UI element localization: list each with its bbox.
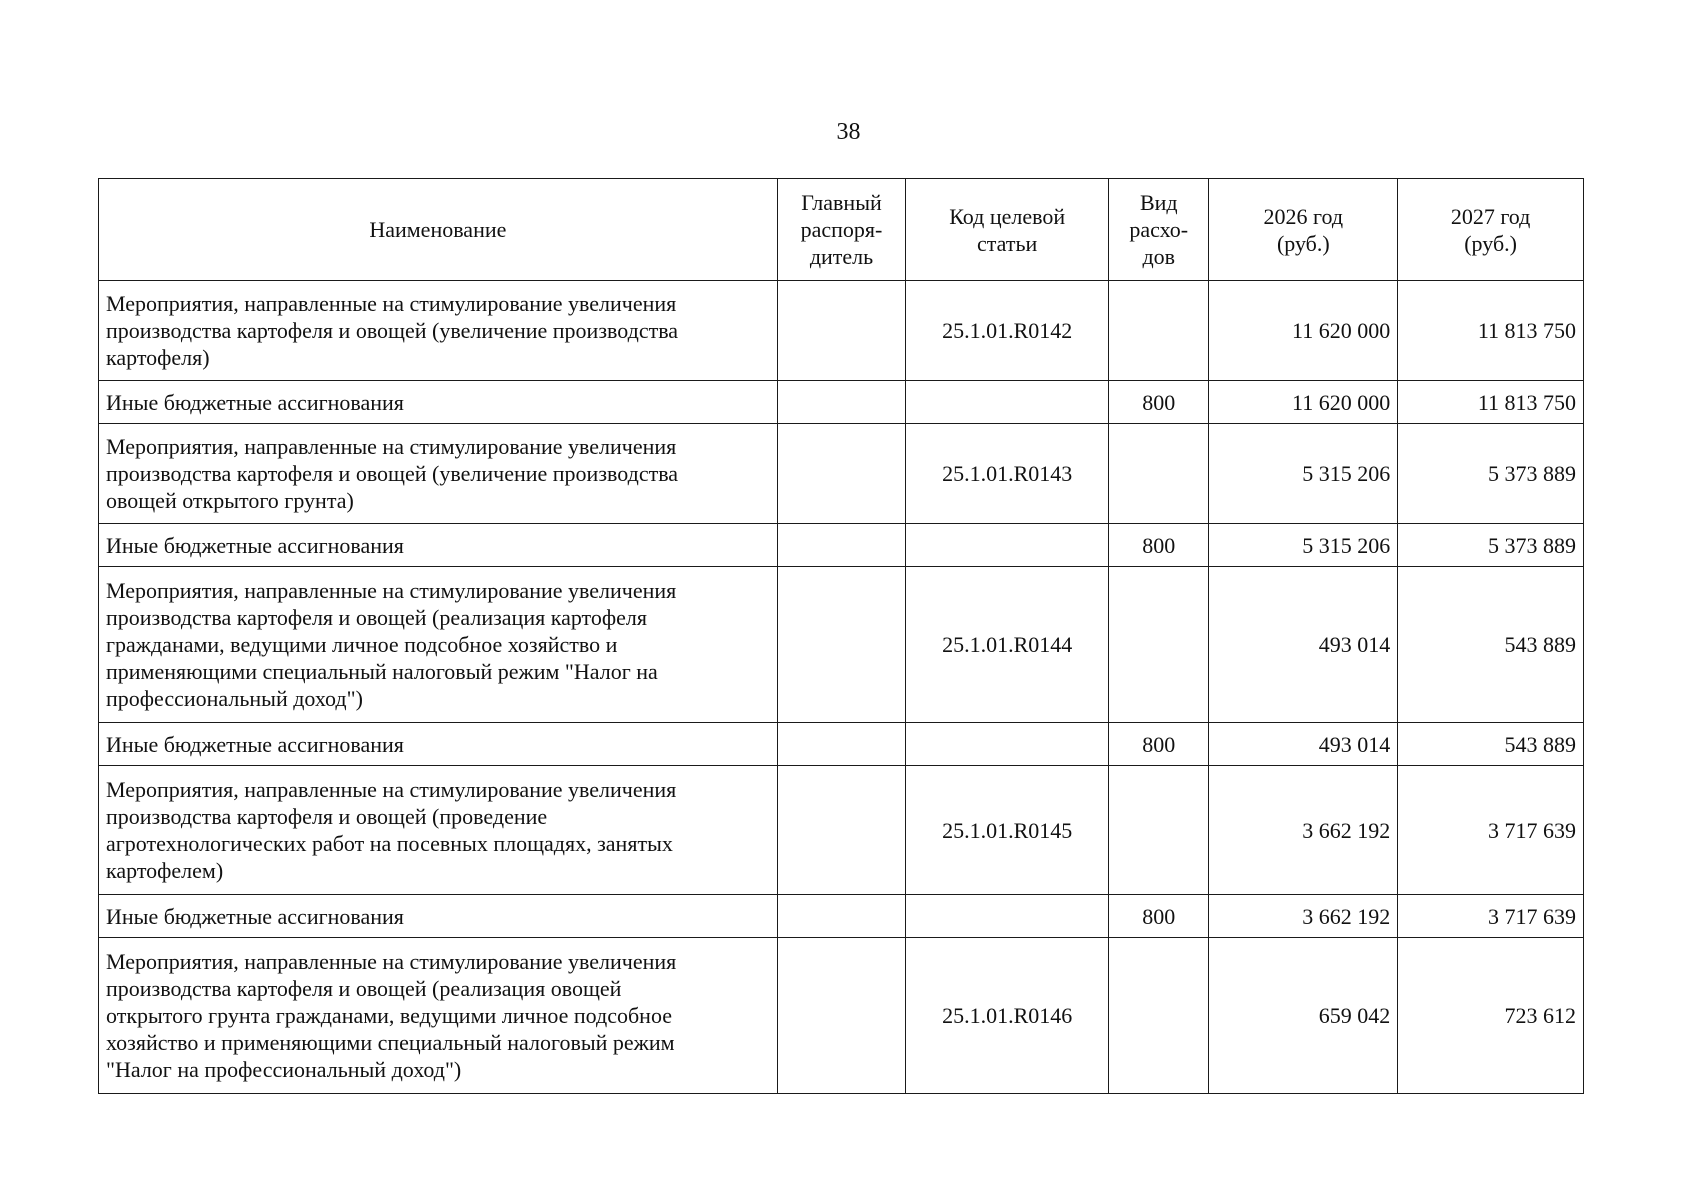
table-row	[99, 567, 1584, 723]
table-row	[99, 938, 1584, 1094]
table-row	[99, 766, 1584, 895]
cell-2026: 5 315 206	[1209, 424, 1398, 524]
table-row	[99, 424, 1584, 524]
cell-2027: 5 373 889	[1398, 524, 1584, 567]
cell-name: Мероприятия, направленные на стимулирование увеличения производства картофеля и овощей (увеличение производства картофеля)	[99, 281, 778, 381]
cell-2027: 723 612	[1398, 938, 1584, 1094]
cell-name: Иные бюджетные ассигнования	[99, 524, 778, 567]
cell-vid: 800	[1109, 381, 1209, 424]
cell-name: Мероприятия, направленные на стимулирование увеличения производства картофеля и овощей (реализация картофеля гражданами, ведущими личное подсобное хозяйство и применяющими специальный налоговый режим "Налог на профессиональный доход")	[99, 567, 778, 723]
cell-code: 25.1.01.R0143	[906, 424, 1109, 524]
cell-glav	[777, 938, 906, 1094]
cell-code: 25.1.01.R0146	[906, 938, 1109, 1094]
cell-vid	[1109, 766, 1209, 895]
table-header-row	[99, 179, 1584, 281]
cell-name: Мероприятия, направленные на стимулирование увеличения производства картофеля и овощей (проведение агротехнологических работ на посевных площадях, занятых картофелем)	[99, 766, 778, 895]
cell-glav	[777, 524, 906, 567]
cell-glav	[777, 424, 906, 524]
table-row	[99, 281, 1584, 381]
cell-name: Иные бюджетные ассигнования	[99, 381, 778, 424]
cell-2026: 659 042	[1209, 938, 1398, 1094]
cell-glav	[777, 381, 906, 424]
cell-glav	[777, 567, 906, 723]
cell-vid	[1109, 424, 1209, 524]
cell-name: Иные бюджетные ассигнования	[99, 723, 778, 766]
cell-vid: 800	[1109, 723, 1209, 766]
header-glav: Главный распоря- дитель	[777, 179, 906, 281]
cell-2026: 493 014	[1209, 567, 1398, 723]
cell-2027: 3 717 639	[1398, 766, 1584, 895]
table-row	[99, 524, 1584, 567]
cell-2026: 3 662 192	[1209, 895, 1398, 938]
cell-name: Мероприятия, направленные на стимулирование увеличения производства картофеля и овощей (увеличение производства овощей открытого грунта)	[99, 424, 778, 524]
budget-table	[98, 178, 1584, 1094]
header-vid: Вид расхо- дов	[1109, 179, 1209, 281]
cell-name: Иные бюджетные ассигнования	[99, 895, 778, 938]
table-body	[99, 281, 1584, 1094]
cell-vid	[1109, 281, 1209, 381]
cell-2027: 5 373 889	[1398, 424, 1584, 524]
cell-2026: 3 662 192	[1209, 766, 1398, 895]
table-row	[99, 895, 1584, 938]
table-row	[99, 381, 1584, 424]
cell-vid: 800	[1109, 895, 1209, 938]
cell-2026: 11 620 000	[1209, 381, 1398, 424]
cell-code	[906, 524, 1109, 567]
cell-2026: 11 620 000	[1209, 281, 1398, 381]
cell-vid: 800	[1109, 524, 1209, 567]
cell-vid	[1109, 567, 1209, 723]
cell-glav	[777, 281, 906, 381]
cell-2027: 543 889	[1398, 567, 1584, 723]
cell-2027: 543 889	[1398, 723, 1584, 766]
header-code: Код целевой статьи	[906, 179, 1109, 281]
cell-code: 25.1.01.R0144	[906, 567, 1109, 723]
cell-2027: 3 717 639	[1398, 895, 1584, 938]
table-row	[99, 723, 1584, 766]
cell-glav	[777, 723, 906, 766]
cell-2026: 5 315 206	[1209, 524, 1398, 567]
cell-code	[906, 895, 1109, 938]
cell-2026: 493 014	[1209, 723, 1398, 766]
cell-code	[906, 381, 1109, 424]
cell-code: 25.1.01.R0145	[906, 766, 1109, 895]
cell-glav	[777, 895, 906, 938]
header-2027: 2027 год (руб.)	[1398, 179, 1584, 281]
cell-code: 25.1.01.R0142	[906, 281, 1109, 381]
header-name: Наименование	[99, 179, 778, 281]
cell-name: Мероприятия, направленные на стимулирование увеличения производства картофеля и овощей (реализация овощей открытого грунта гражданами, ведущими личное подсобное хозяйство и применяющими специальный налоговый режим "Налог на профессиональный доход")	[99, 938, 778, 1094]
page-number: 38	[836, 119, 861, 145]
cell-2027: 11 813 750	[1398, 281, 1584, 381]
cell-glav	[777, 766, 906, 895]
cell-2027: 11 813 750	[1398, 381, 1584, 424]
cell-code	[906, 723, 1109, 766]
header-2026: 2026 год (руб.)	[1209, 179, 1398, 281]
cell-vid	[1109, 938, 1209, 1094]
